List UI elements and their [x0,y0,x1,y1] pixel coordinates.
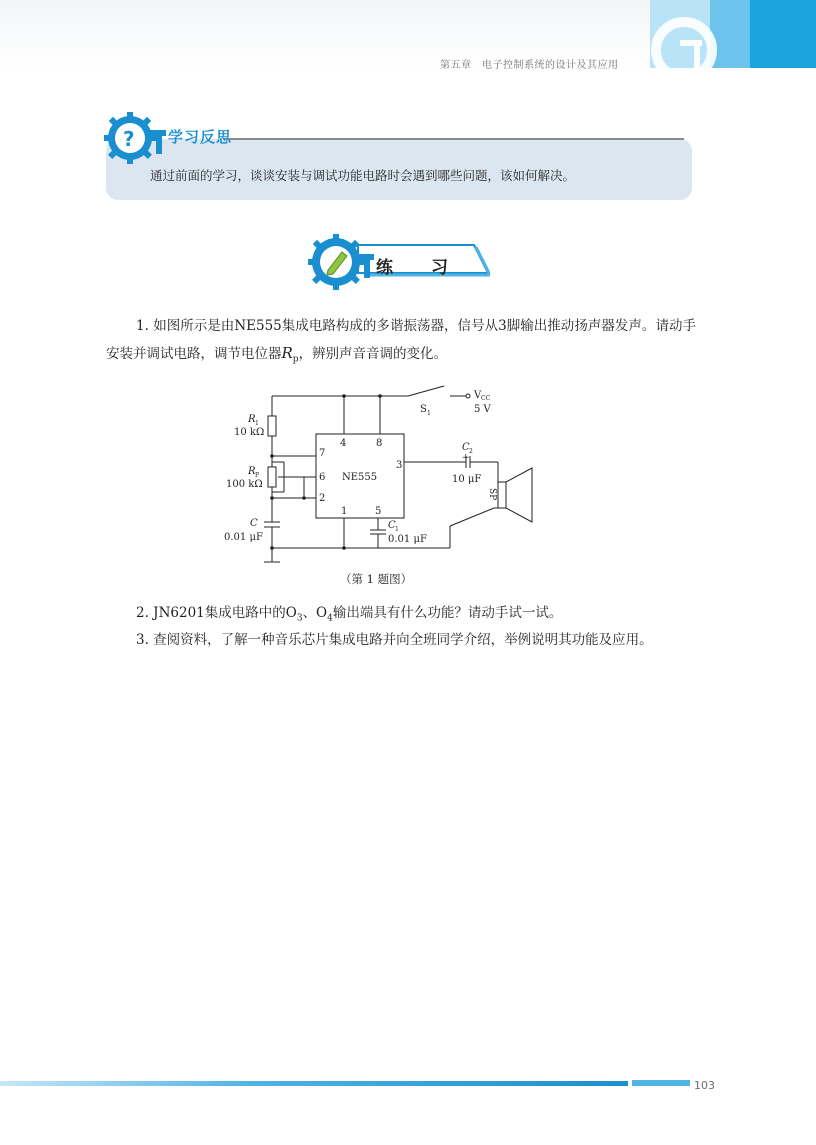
pin-8-label: 8 [376,438,383,449]
figure-caption: （第 1 题图） [340,572,413,586]
footer-rule [0,1081,628,1086]
reflection-title-rule [224,138,684,140]
r1-subscript: 1 [255,420,259,427]
r1-value: 10 kΩ [234,427,265,438]
ic-label: NE555 [342,472,378,483]
chapter-logo-icon [650,0,816,68]
c1-symbol: C [388,520,396,531]
pin-3-label: 3 [396,460,403,471]
rp-subscript: P [255,472,260,479]
s1-subscript: 1 [427,410,431,417]
s1-symbol: S [420,404,427,415]
question-3: 3. 查阅资料，了解一种音乐芯片集成电路并向全班同学介绍，举例说明其功能及应用。 [136,632,653,648]
pin-2-label: 2 [319,493,326,504]
c-value: 0.01 μF [224,532,263,543]
pencil-gear-icon [306,232,376,292]
c-symbol: C [250,518,258,529]
c1-value: 0.01 μF [388,534,427,545]
svg-text:?: ? [123,127,135,151]
reflection-text: 通过前面的学习，谈谈安装与调试功能电路时会遇到哪些问题，该如何解决。 [150,168,576,183]
question-2: 2. JN6201集成电路中的$O_3$、$O_4$输出端具有什么功能？请动手试一试。 [136,605,563,624]
speaker-label: SP [487,488,497,501]
question-1: 1. 如图所示是由NE555集成电路构成的多谐振荡器，信号从3脚输出推动扬声器发声。请动手安装并调试电路，调节电位器$R_p$，辨别声音音调的变化。 [106,318,696,365]
page-number: 103 [694,1079,715,1092]
rp-symbol: R [248,466,256,477]
vcc-subscript: CC [481,395,491,402]
c2-symbol: C [462,442,470,453]
pin-4-label: 4 [340,438,347,449]
rp-value: 100 kΩ [226,479,263,490]
reflection-title: 学习反思 [168,128,233,146]
pin-1-label: 1 [341,506,348,517]
r1-symbol: R [248,414,256,425]
pin-5-label: 5 [375,506,382,517]
question-gear-icon [102,108,172,166]
vcc-value: 5 V [474,404,491,415]
pin-6-label: 6 [319,472,326,483]
c1-subscript: 1 [395,526,399,533]
c2-subscript: 2 [469,448,473,455]
footer-tab [632,1080,690,1086]
c2-plus: + [462,453,470,463]
pin-7-label: 7 [319,448,326,459]
vcc-symbol: V [474,390,482,401]
chapter-title: 第五章 电子控制系统的设计及其应用 [440,60,619,71]
exercise-title: 练习 [376,258,486,278]
ne555-circuit-diagram [212,384,552,568]
c2-value: 10 μF [452,474,482,485]
